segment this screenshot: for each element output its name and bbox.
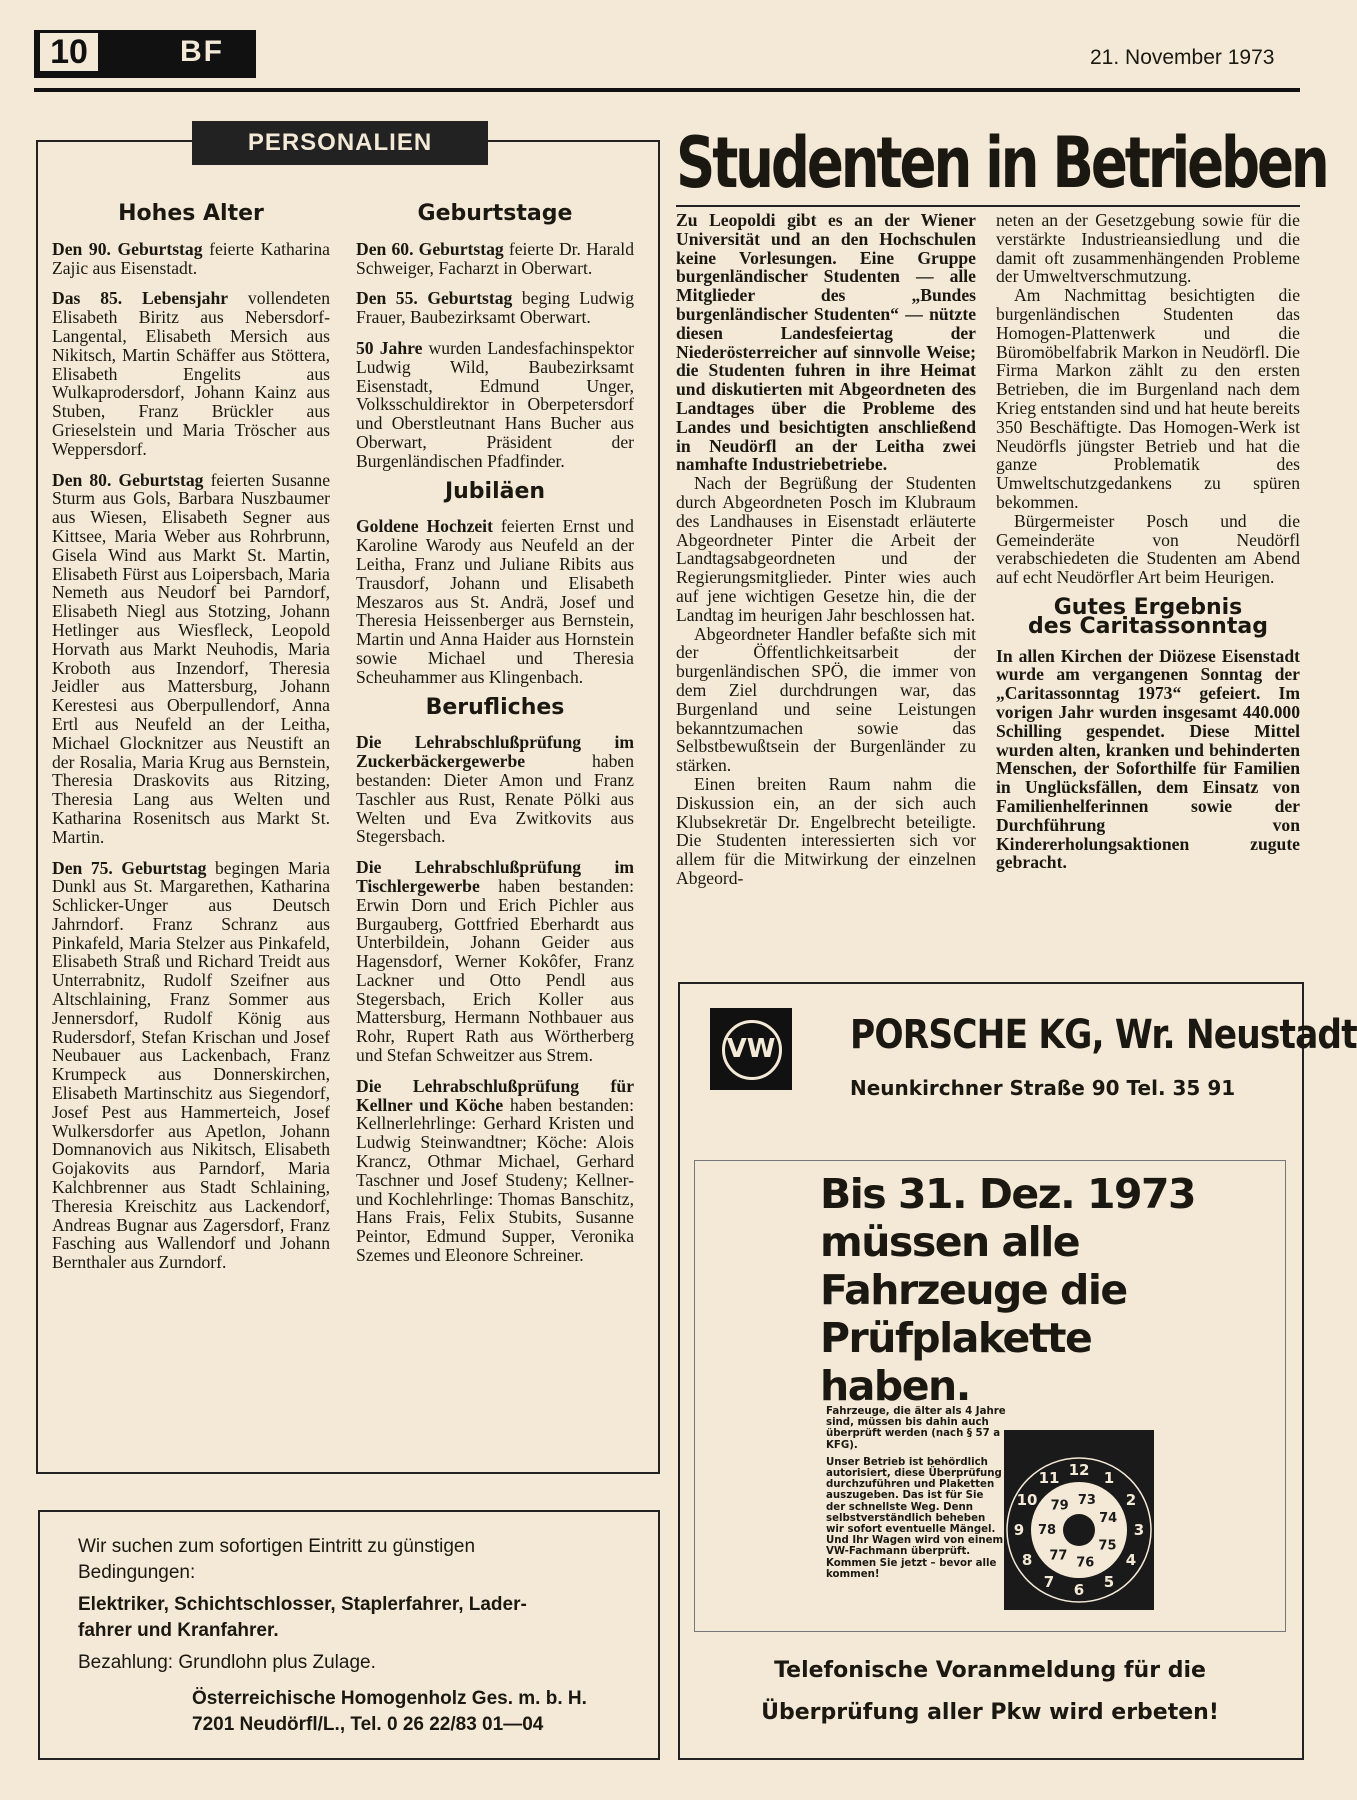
- inspection-line: Fahrzeuge die: [820, 1266, 1127, 1314]
- paragraph: Den 55. Geburtstag beging Ludwig Frauer, Baubezirksamt Oberwart.: [356, 288, 634, 328]
- section-label: BF: [180, 35, 224, 68]
- sticker-month-number: 8: [1021, 1551, 1033, 1569]
- sticker-year-number: 76: [1076, 1555, 1095, 1571]
- paragraph: neten an der Gesetzgebung sowie für die verstärkte Industrieansiedlung und die damit oft zusammenhängenden Probleme der Umweltverschmutzung.: [996, 210, 1300, 287]
- paragraph: Nach der Begrüßung der Studenten durch Abgeordneten Posch im Klubraum des Landhauses in Eisenstadt erläuterte Abgeordneter Pinter die Arbeit der Landtagsabgeordneten und der Regierungsmitglieder. Pinter wies auch auf jene wichtigen Gesetze hin, die der Landtag im heurigen Jahr beschlossen hat.: [676, 473, 976, 625]
- paragraph: Am Nachmittag besichtigten die burgenländischen Studenten das Homogen-Plattenwerk und die Büromöbelfabrik Markon in Neudörfl. Die Firma Markon zählt zu den ersten Betrieben, die im Burgenland nach dem Krieg entstanden sind und hat heute bereits 350 Beschäftigte. Das Homogen-Werk ist Neudörfls jüngster Betrieb und hat die ganze Problematik des Umweltschutzgedankens zu spüren bekommen.: [996, 285, 1300, 512]
- job-ad-line: Elektriker, Schichtschlosser, Staplerfahrer, Lader-: [78, 1594, 527, 1615]
- sticker-month-number: 11: [1038, 1469, 1060, 1488]
- porsche-title: PORSCHE KG, Wr. Neustadt: [850, 1012, 1357, 1058]
- sticker-month-number: 9: [1013, 1521, 1025, 1539]
- paragraph: Bürgermeister Posch und die Gemeinderäte von Neudörfl verabschiedeten die Studenten am Abend auf echt Neudörfler Art beim Heurigen.: [996, 510, 1300, 588]
- paragraph: Den 75. Geburtstag begingen Maria Dunkl aus St. Margarethen, Katharina Schlicker-Unger aus Deutsch Jahrndorf. Franz Schranz aus Pinkafeld, Maria Stelzer aus Pinkafeld, Elisabeth Straß und Richard Treidt aus Unterrabnitz, Rudolf Szeifner aus Altschlaining, Franz Sommer aus Jennersdorf, Rudolf König aus Rudersdorf, Stefan Krischan und Josef Neubauer aus Lackenbach, Franz Krumpeck aus Donnerskirchen, Elisabeth Martinschitz aus Siegendorf, Josef Pest aus Hammerteich, Josef Wulkersdorfer aus Apetlon, Johann Domnanovich aus Nikitsch, Elisabeth Gojakovits aus Parndorf, Maria Kalchbrenner aus Stadt Schlaining, Theresia Kreischitz aus Lackendorf, Andreas Bugnar aus Zagersdorf, Franz Fasching aus Wallendorf und Johann Bernthaler aus Zurndorf.: [52, 857, 331, 1273]
- article-lead: Zu Leopoldi gibt es an der Wiener Universität und an den Hochschulen keine Vorlesungen. Eine Gruppe burgenländischer Studenten — alle Mitglieder des „Bundes burgenländischer Studenten“ — nützte diesen Landesfeiertag der Niederösterreicher auf sinnvolle Weise; die Studenten fuhren in ihre Heimat und diskutierten mit Abgeordneten des Landtages über die Probleme des Landes und besichtigten anschließend in Neudörfl an der Leitha zwei namhafte Industriebetriebe.: [676, 210, 976, 475]
- berufliches-title: Berufliches: [425, 694, 565, 720]
- porsche-footer-line-2: Überprüfung aller Pkw wird erbeten!: [761, 1700, 1219, 1725]
- vw-logo-text: VW: [726, 1034, 776, 1064]
- sticker-month-number: 2: [1125, 1491, 1137, 1509]
- inspection-note-2: Unser Betrieb ist behördlich autorisiert, diese Überprüfung durchzuführen und Plaketten auszugeben. Das ist für Sie der schnellste Weg. Denn selbstverständlich beheben wir sofort eventuelle Mängel. Und Ihr Wagen wird von einem VW-Fachmann überprüft. Kommen Sie jetzt – bevor alle kommen!: [826, 1456, 1004, 1580]
- article-column-2: [996, 211, 1300, 872]
- inspection-sticker: [1004, 1430, 1154, 1610]
- sticker-month-number: 10: [1016, 1491, 1038, 1509]
- job-ad-address: 7201 Neudörfl/L., Tel. 0 26 22/83 01—04: [192, 1714, 544, 1735]
- porsche-address: Neunkirchner Straße 90 Tel. 35 91: [850, 1076, 1236, 1100]
- caritas-title-2: des Caritassonntag: [1028, 613, 1268, 639]
- eagle-emblem-icon: [1063, 1514, 1095, 1546]
- job-ad-line: fahrer und Kranfahrer.: [78, 1620, 279, 1641]
- page-date: 21. November 1973: [1090, 46, 1275, 69]
- paragraph: Den 90. Geburtstag feierte Katharina Zajic aus Eisenstadt.: [52, 238, 330, 278]
- paragraph: Das 85. Lebensjahr vollendeten Elisabeth Biritz aus Nebersdorf-Langental, Elisabeth Mersich aus Nikitsch, Martin Schäffer aus Stöttera, Elisabeth Engelits aus Wulkaprodersdorf, Johann Kainz aus Stuben, Franz Brückler aus Grieselstein und Maria Tröscher aus Weppersdorf.: [52, 288, 330, 459]
- header-rule: [34, 88, 1300, 92]
- caritas-text: In allen Kirchen der Diözese Eisenstadt wurde am vergangenen Sonntag der „Caritassonntag 1973“ gefeiert. Im vorigen Jahr wurden insgesamt 440.000 Schilling gespendet. Diese Mittel wurden alten, kranken und behinderten Menschen, der Soforthilfe für Familien in Unglücksfällen, dem Einsatz von Familienhelferinnen sowie der Durchführung von Kindererholungsaktionen zugute gebracht.: [996, 645, 1300, 873]
- sticker-year-number: 73: [1077, 1492, 1096, 1508]
- sticker-month-number: 12: [1068, 1461, 1090, 1479]
- sticker-year-number: 78: [1037, 1523, 1057, 1539]
- sticker-month-number: 6: [1073, 1581, 1085, 1599]
- paragraph: Abgeordneter Handler befaßte sich mit der Öffentlichkeitsarbeit der burgenländischen SPÖ, die immer von dem Ziel durchdrungen war, das Burgenland und seine Leistungen bekanntzumachen sowie das Selbstbewußtsein der Burgenländer zu stärken.: [676, 623, 976, 776]
- job-ad-line: Bezahlung: Grundlohn plus Zulage.: [78, 1652, 376, 1673]
- personalien-column-2: [356, 201, 634, 1277]
- inspection-note-1: Fahrzeuge, die älter als 4 Jahre sind, müssen bis dahin auch überprüft werden (nach § 57 a KFG).: [826, 1406, 1006, 1451]
- article-column-1: [676, 211, 976, 888]
- caritas-title-1: Gutes Ergebnis: [1053, 594, 1243, 620]
- job-ad-line: Wir suchen zum sofortigen Eintritt zu günstigen: [78, 1536, 476, 1557]
- sticker-month-number: 5: [1103, 1572, 1115, 1591]
- paragraph: Den 60. Geburtstag feierte Dr. Harald Schweiger, Facharzt in Oberwart.: [356, 238, 634, 278]
- paragraph: Die Lehrabschlußprüfung für Kellner und Köche haben bestanden: Kellnerlehrlinge: Gerhard Kristen und Ludwig Steinwandtner; Köche: Alois Krancz, Othmar Michael, Gerhard Taschner und Josef Studeny; Kellner- und Kochlehrlinge: Thomas Banschitz, Hans Frais, Felix Stubits, Susanne Peintor, Edmund Supper, Veronika Szemes und Eleonore Schreiner.: [356, 1075, 634, 1266]
- article-headline: Studenten in Betrieben: [676, 122, 1327, 204]
- inspection-line: haben.: [820, 1362, 970, 1410]
- sticker-year-number: 74: [1099, 1510, 1118, 1526]
- job-ad-line: Bedingungen:: [78, 1562, 196, 1583]
- personalien-badge: PERSONALIEN: [192, 121, 488, 165]
- geburtstage-title: Geburtstage: [417, 201, 573, 226]
- page-number: 10: [40, 33, 98, 71]
- sticker-month-number: 4: [1125, 1551, 1137, 1569]
- inspection-line: Bis 31. Dez. 1973: [820, 1170, 1196, 1218]
- paragraph: 50 Jahre wurden Landesfachinspektor Ludwig Wild, Baubezirksamt Eisenstadt, Edmund Unger, Volksschuldirektor in Oberpetersdorf und Oberstleutnant Hans Bucher aus Oberwart, Präsident der Burgenländischen Pfadfinder.: [356, 337, 634, 471]
- sticker-month-number: 1: [1103, 1469, 1115, 1488]
- sticker-month-number: 7: [1043, 1572, 1055, 1591]
- sticker-year-number: 75: [1098, 1538, 1117, 1554]
- paragraph: Goldene Hochzeit feierten Ernst und Karoline Warody aus Neufeld an der Leitha, Franz und Juliane Ribits aus Trausdorf, Johann und Elisabeth Meszaros aus St. Andrä, Josef und Theresia Heissenberger aus Bernstein, Martin und Anna Haider aus Hornstein sowie Michael und Theresia Scheuhammer aus Klingenbach.: [356, 516, 634, 687]
- paragraph: Den 80. Geburtstag feierten Susanne Sturm aus Gols, Barbara Nuszbaumer aus Wiesen, Elisabeth Segner aus Kittsee, Maria Weber aus Rohrbrunn, Gisela Wind aus Markt St. Martin, Elisabeth Fürst aus Loipersbach, Maria Nemeth aus Neudorf bei Parndorf, Elisabeth Niegl aus Stotzing, Johann Hetlinger aus Wiesfleck, Leopold Horvath aus Markt Neuhodis, Maria Kroboth aus Inzendorf, Theresia Jeidler aus Mattersburg, Johann Kerestesi aus Oberpullendorf, Anna Ertl aus Neufeld an der Leitha, Michael Glocknitzer aus Neustift an der Rosalia, Maria Krug aus Bernstein, Theresia Draskovits aus Ritzing, Theresia Lang aus Welten und Katharina Rosenitsch aus Markt St. Martin.: [52, 469, 330, 847]
- inspection-line: müssen alle: [820, 1218, 1080, 1266]
- porsche-footer-line-1: Telefonische Voranmeldung für die: [774, 1658, 1206, 1683]
- inspection-headline: [820, 1170, 1200, 1410]
- sticker-month-number: 3: [1133, 1521, 1145, 1539]
- paragraph: Die Lehrabschlußprüfung im Tischlergewerbe haben bestanden: Erwin Dorn und Erich Pichler aus Burgauberg, Gottfried Eberhardt aus Unterbildein, Johann Geider aus Hagensdorf, Werner Kokôfer, Franz Lackner und Otto Pendl aus Stegersbach, Erich Koller aus Mattersburg, Hermann Nothbauer aus Rohr, Rupert Rath aus Wörtherberg und Stefan Schweitzer aus Strem.: [356, 857, 634, 1066]
- sticker-year-number: 77: [1049, 1548, 1068, 1564]
- sticker-year-number: 79: [1050, 1498, 1069, 1514]
- vw-logo: [710, 1008, 792, 1090]
- personalien-column-1: [52, 201, 331, 1284]
- hohes-alter-title: Hohes Alter: [118, 201, 264, 226]
- job-ad-company: Österreichische Homogenholz Ges. m. b. H.: [192, 1688, 587, 1709]
- paragraph: Einen breiten Raum nahm die Diskussion ein, an der sich auch Klubsekretär Dr. Engelbrecht beteiligte. Die Studenten interessierten sich vor allem für die Mitwirkung der einzelnen Abgeord-: [676, 773, 976, 888]
- paragraph: Die Lehrabschlußprüfung im Zuckerbäckergewerbe haben bestanden: Dieter Amon und Franz Taschler aus Rust, Renate Pölki aus Welten und Eva Zwitkovits aus Stegersbach.: [356, 732, 634, 847]
- headline-rule: [676, 205, 1300, 207]
- jubilaeen-title: Jubiläen: [444, 478, 546, 504]
- inspection-note: [826, 1406, 1006, 1580]
- inspection-line: Prüfplakette: [820, 1314, 1092, 1362]
